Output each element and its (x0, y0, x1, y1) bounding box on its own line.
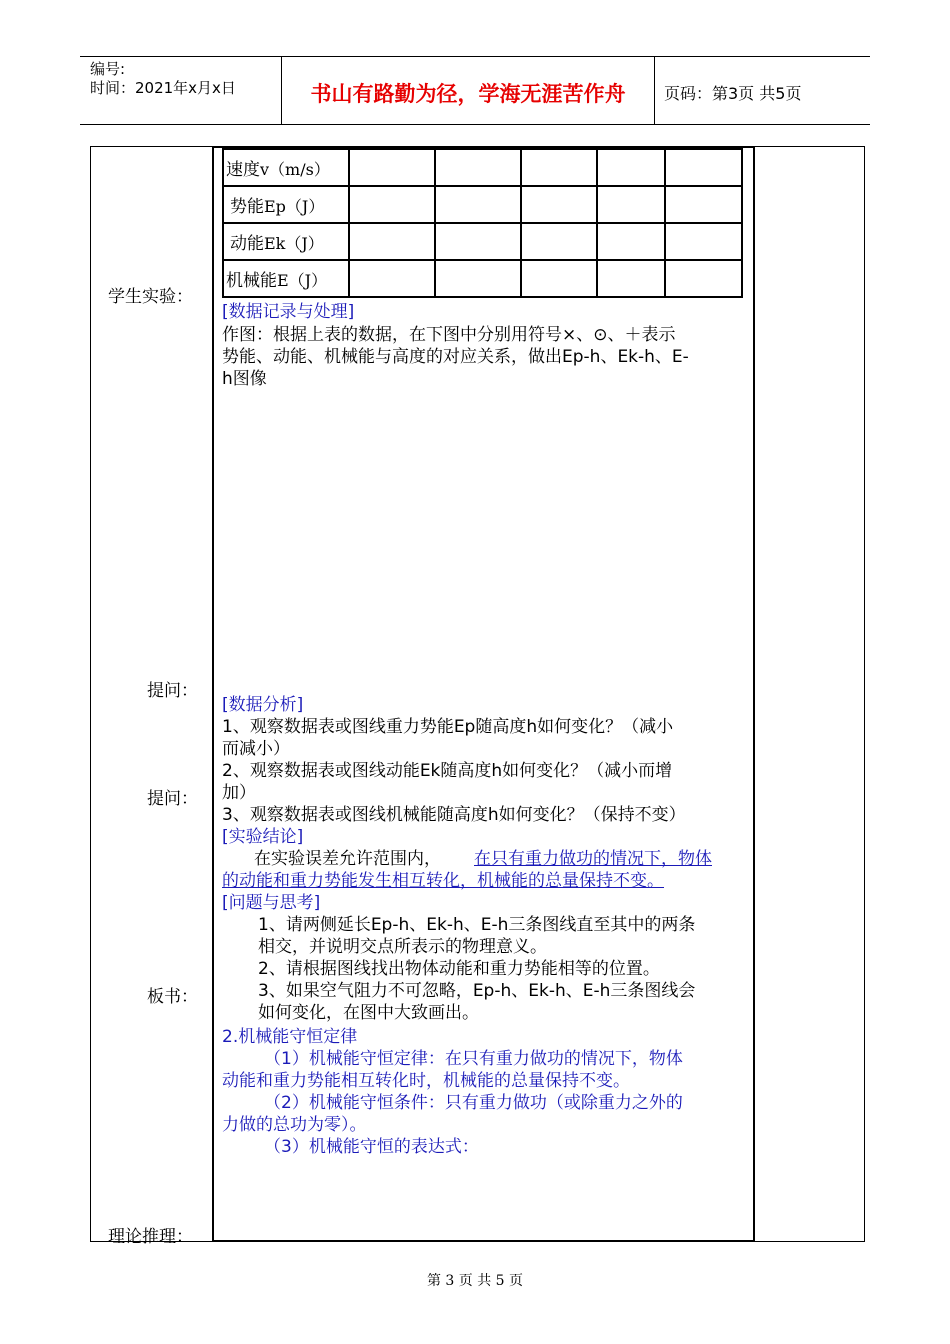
row-label-mechanical (223, 260, 349, 297)
conclusion-prefix: 在实验误差允许范围内， (254, 849, 441, 869)
label-board: 板书： (147, 987, 198, 1007)
question-2-line-1: 2、观察数据表或图线动能Ek随高度h如何变化？（减小而增 (222, 761, 673, 781)
row-label-cn: 机械能 (226, 271, 277, 291)
table-cell[interactable] (435, 149, 521, 186)
law-1-line-2: 动能和重力势能相互转化时，机械能的总量保持不变。 (222, 1071, 630, 1091)
table-cell[interactable] (521, 223, 597, 260)
experiment-data-table (222, 148, 743, 298)
think-1-line-2: 相交，并说明交点所表示的物理意义。 (258, 937, 547, 957)
table-row (223, 223, 742, 260)
label-student-experiment: 学生实验： (108, 287, 193, 307)
table-cell[interactable] (349, 186, 435, 223)
header-divider-right (654, 56, 655, 124)
law-3-line-1: （3）机械能守恒的表达式： (264, 1137, 479, 1157)
row-label-cn: 动能 (230, 234, 264, 254)
header-top-rule (80, 56, 870, 57)
table-cell[interactable] (665, 260, 742, 297)
table-cell[interactable] (349, 223, 435, 260)
row-label-kinetic (223, 223, 349, 260)
law-2-line-2: 力做的总功为零）。 (222, 1115, 367, 1135)
table-cell[interactable] (665, 223, 742, 260)
table-cell[interactable] (521, 260, 597, 297)
table-cell[interactable] (597, 223, 665, 260)
question-2-line-2: 加） (222, 783, 256, 803)
law-1-line-1: （1）机械能守恒定律：在只有重力做功的情况下，物体 (264, 1049, 683, 1069)
table-cell[interactable] (665, 149, 742, 186)
think-2-line-1: 2、请根据图线找出物体动能和重力势能相等的位置。 (258, 959, 660, 979)
table-cell[interactable] (597, 260, 665, 297)
row-label-cn: 势能 (230, 197, 264, 217)
header-number-label: 编号: (90, 60, 126, 78)
table-cell[interactable] (521, 149, 597, 186)
think-3-line-2: 如何变化，在图中大致画出。 (258, 1003, 479, 1023)
heading-data-analysis: [数据分析] (222, 695, 304, 715)
page-footer: 第 3 页 共 5 页 (426, 1273, 524, 1289)
plot-instruction-line-1: 作图：根据上表的数据，在下图中分别用符号×、⊙、＋表示 (222, 325, 676, 345)
question-1-line-2: 而减小） (222, 739, 290, 759)
conclusion-statement-line-1: 在只有重力做功的情况下，物体 (474, 849, 712, 869)
table-cell[interactable] (597, 149, 665, 186)
table-cell[interactable] (597, 186, 665, 223)
plot-instruction-line-3: h图像 (222, 369, 267, 389)
heading-problems-thinking: [问题与思考] (222, 893, 321, 913)
heading-data-record: [数据记录与处理] (222, 302, 355, 322)
table-cell[interactable] (521, 186, 597, 223)
law-2-line-1: （2）机械能守恒条件：只有重力做功（或除重力之外的 (264, 1093, 683, 1113)
row-label-cn: 速度 (226, 160, 260, 180)
header-motto: 书山有路勤为径，学海无涯苦作舟 (310, 82, 626, 106)
label-question-2: 提问： (147, 789, 198, 809)
table-row (223, 186, 742, 223)
header-bottom-rule (80, 124, 870, 125)
table-cell[interactable] (435, 260, 521, 297)
table-cell[interactable] (349, 149, 435, 186)
table-cell[interactable] (349, 260, 435, 297)
label-question-1: 提问： (147, 681, 198, 701)
conclusion-statement-line-2: 的动能和重力势能发生相互转化，机械能的总量保持不变。 (222, 871, 664, 891)
row-label-speed (223, 149, 349, 186)
think-3-line-1: 3、如果空气阻力不可忽略，Ep-h、Ek-h、E-h三条图线会 (258, 981, 696, 1001)
heading-conclusion: [实验结论] (222, 827, 304, 847)
table-cell[interactable] (665, 186, 742, 223)
row-label-unit: Ek（J） (264, 234, 324, 253)
table-cell[interactable] (435, 223, 521, 260)
row-label-potential (223, 186, 349, 223)
label-theory: 理论推理： (108, 1227, 193, 1247)
row-label-unit: Ep（J） (264, 197, 325, 216)
table-row (223, 260, 742, 297)
header-time-label: 时间：2021年x月x日 (90, 79, 236, 97)
graph-drawing-area[interactable] (222, 392, 747, 692)
table-row (223, 149, 742, 186)
header-page-code: 页码：第3页 共5页 (664, 84, 802, 103)
row-label-unit: v（m/s） (260, 160, 330, 179)
think-1-line-1: 1、请两侧延长Ep-h、Ek-h、E-h三条图线直至其中的两条 (258, 915, 696, 935)
heading-conservation-law: 2.机械能守恒定律 (222, 1027, 358, 1047)
question-1-line-1: 1、观察数据表或图线重力势能Ep随高度h如何变化？（减小 (222, 717, 674, 737)
row-label-unit: E（J） (277, 271, 328, 290)
plot-instruction-line-2: 势能、动能、机械能与高度的对应关系，做出Ep-h、Ek-h、E- (222, 347, 689, 367)
table-cell[interactable] (435, 186, 521, 223)
question-3-line-1: 3、观察数据表或图线机械能随高度h如何变化？（保持不变） (222, 805, 686, 825)
